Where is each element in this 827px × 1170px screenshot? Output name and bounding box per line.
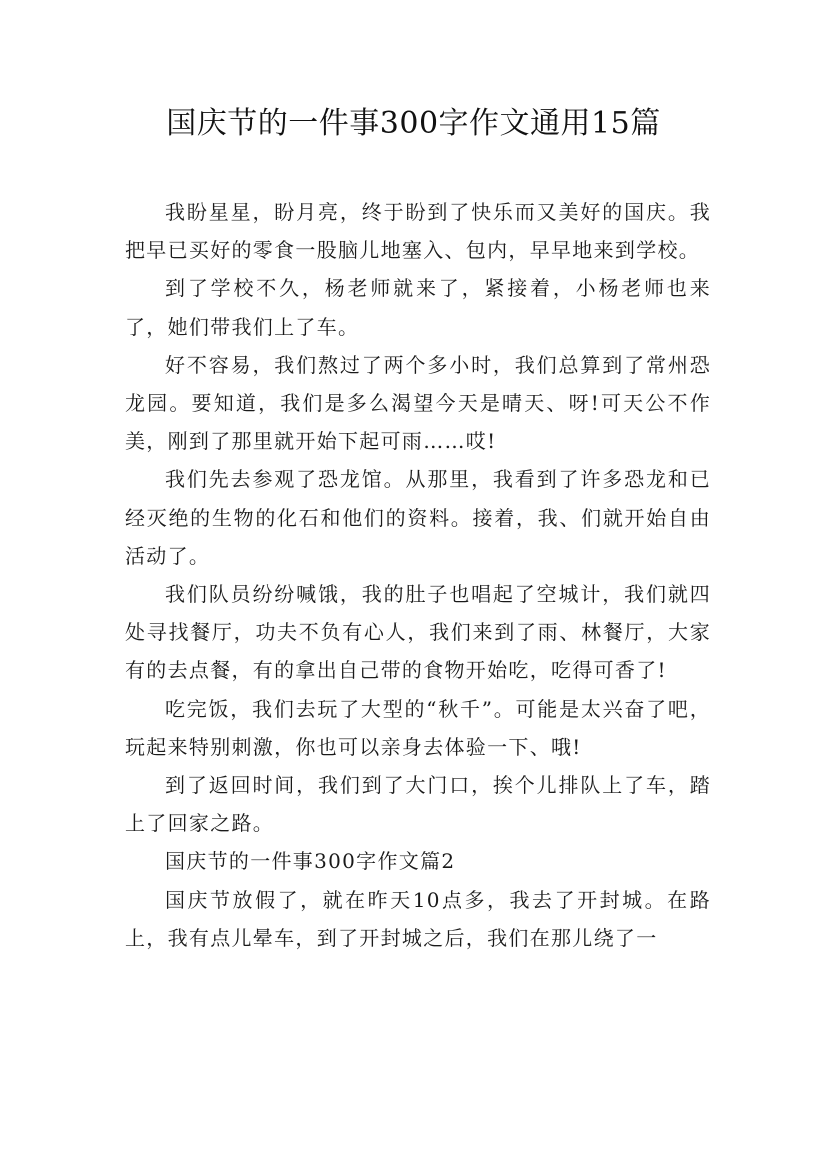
- document-body: [125, 193, 711, 957]
- paragraph: 好不容易，我们熬过了两个多小时，我们总算到了常州恐龙园。要知道，我们是多么渴望今天是晴天、呀!可天公不作美，刚到了那里就开始下起可雨……哎!: [125, 352, 711, 454]
- paragraph: 我们先去参观了恐龙馆。从那里，我看到了许多恐龙和已经灭绝的生物的化石和他们的资料。接着，我、们就开始自由活动了。: [125, 467, 711, 568]
- paragraph: 我们队员纷纷喊饿，我的肚子也唱起了空城计，我们就四处寻找餐厅，功夫不负有心人，我们来到了雨、林餐厅，大家有的去点餐，有的拿出自己带的食物开始吃，吃得可香了!: [125, 582, 711, 683]
- paragraph: 国庆节放假了，就在昨天10点多，我去了开封城。在路上，我有点儿晕车，到了开封城之后，我们在那儿绕了一: [125, 887, 711, 950]
- paragraph: 到了学校不久，杨老师就来了，紧接着，小杨老师也来了，她们带我们上了车。: [125, 276, 711, 339]
- paragraph: 吃完饭，我们去玩了大型的“秋千”。可能是太兴奋了吧，玩起来特别刺激，你也可以亲身去体验一下、哦!: [125, 696, 711, 759]
- paragraph: 我盼星星，盼月亮，终于盼到了快乐而又美好的国庆。我把早已买好的零食一股脑儿地塞入、包内，早早地来到学校。: [125, 200, 711, 263]
- section-heading: 国庆节的一件事300字作文篇2: [165, 849, 456, 874]
- paragraph: 到了返回时间，我们到了大门口，挨个儿排队上了车，踏上了回家之路。: [125, 773, 711, 836]
- document-title: 国庆节的一件事300字作文通用15篇: [166, 106, 661, 141]
